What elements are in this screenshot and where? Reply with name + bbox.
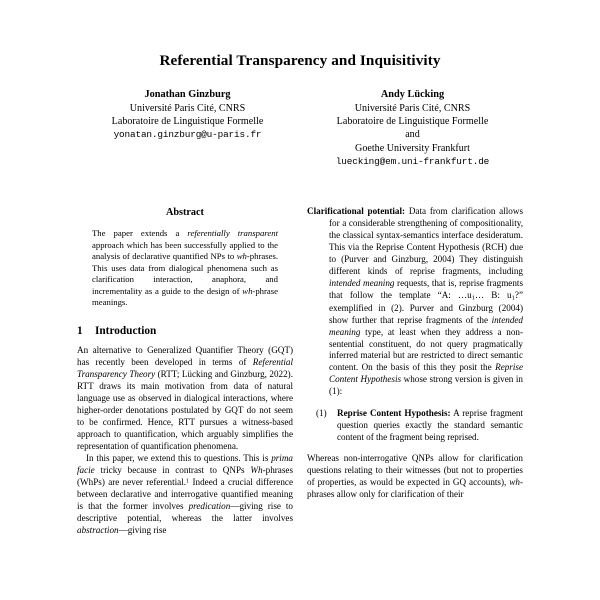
author-name: Jonathan Ginzburg (144, 89, 231, 101)
clarificational-potential-lead: Clarificational potential: (307, 206, 406, 216)
author-affiliation: Université Paris Cité, CNRS (129, 102, 246, 114)
right-column (307, 206, 523, 536)
page-title: Referential Transparency and Inquisitivity (159, 52, 441, 69)
clarificational-potential-text: Data from clarification allows for a considerable strengthening of compositionality, the classical syntax-semantics interface desideratum. This via the Reprise Content Hypothesis (RCH) due to (Purver and Ginzburg, 2004) They distinguish different kinds of reprise fragments, including intended meaning requests, that is, reprise fragments that follow the template “A: $\dots u_1\dots$ B: $u_1$?” exemplified in (2). Purver and Ginzburg (2004) show further that reprise fragments of the intended meaning type, at least when they address a non-sentential constituent, do not query pragmatically inferred material but are restricted to direct semantic content. On the basis of this they posit the Reprise Content Hypothesis whose strong version is given in (1): (329, 206, 524, 397)
abstract-text: The paper extends a referentially transparent approach which has been successfully applied to the analysis of declarative quantified NPs to wh-phrases. This uses data from dialogical phenomena such as clarification interaction, anaphora, and incrementality as a guide to the design of wh-phrase meanings. (92, 228, 278, 308)
author-email: yonatan.ginzburg@u-paris.fr (113, 129, 262, 141)
author-affiliation: Laboratoire de Linguistique Formelle (111, 116, 264, 128)
body-columns (77, 206, 523, 536)
clarificational-potential-block (307, 206, 523, 398)
paragraph: An alternative to Generalized Quantifier Theory (GQT) has recently been developed in terms of Referential Transparency Theory (RTT; Lücking and Ginzburg, 2022). RTT draws its main motivation from data of natural language use as observed in dialogical interactions, where higher-order denotations postulated by GQT do not seem to be confirmed. Hence, RTT pursues a witness-based approach to quantification, which arguably simplifies the representation of quantification phenomena. (77, 345, 293, 451)
author-entry-2 (305, 88, 520, 168)
abstract-heading: Abstract (166, 207, 204, 218)
section-heading-introduction (77, 324, 293, 339)
example-definition: A reprise fragment question queries exactly the standard semantic content of the fragment being reprised. (337, 407, 524, 442)
author-affiliation-conjunction: and (405, 129, 420, 141)
section-title: Introduction (95, 324, 157, 337)
paragraph: Whereas non-interrogative QNPs allow for clarification questions relating to their witnesses (but not to properties of properties, as would be expected in GQ accounts), wh-phrases allow only for clarification of their (307, 453, 523, 499)
example-text (337, 408, 523, 444)
title-block (0, 0, 600, 70)
author-affiliation: Laboratoire de Linguistique Formelle (336, 116, 489, 128)
author-name: Andy Lücking (380, 89, 445, 101)
example-lead: Reprise Content Hypothesis: (337, 407, 451, 418)
left-column (77, 206, 293, 536)
author-affiliation: Goethe University Frankfurt (355, 142, 470, 154)
author-email: luecking@em.uni-frankfurt.de (335, 156, 490, 168)
paragraph: In this paper, we extend this to questions. This is prima facie tricky because in contrast to QNPs Wh-phrases (WhPs) are never referential.$^1$ Indeed a crucial difference between declarative and interrogative quantified meaning is that the former involves predication—giving rise to descriptive potential, whereas the latter involves abstraction—giving rise (77, 452, 293, 535)
author-block (0, 88, 600, 168)
example-number: (1) (316, 407, 327, 418)
section-number: 1 (77, 324, 83, 337)
numbered-example-1 (307, 408, 523, 444)
author-affiliation: Université Paris Cité, CNRS (354, 102, 471, 114)
author-entry-1 (80, 88, 295, 168)
